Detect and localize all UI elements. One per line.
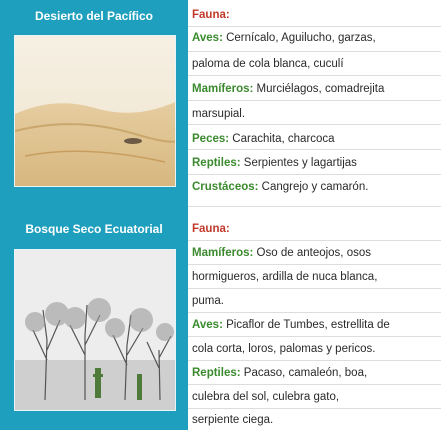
row-divider bbox=[188, 124, 441, 125]
row-divider bbox=[188, 100, 441, 101]
fauna-line: Peces: Carachita, charcoca bbox=[192, 133, 335, 145]
row-divider bbox=[188, 360, 441, 361]
region-title-forest: Bosque Seco Ecuatorial bbox=[25, 222, 163, 236]
fauna-line: Reptiles: Serpientes y lagartijas bbox=[192, 157, 357, 169]
fauna-line: Crustáceos: Cangrejo y camarón. bbox=[192, 181, 369, 193]
forest-photo bbox=[14, 249, 176, 411]
fauna-line: paloma de cola blanca, cuculí bbox=[192, 58, 344, 70]
fauna-heading: Fauna: bbox=[192, 9, 230, 21]
fauna-line: Reptiles: Pacaso, camaleón, boa, bbox=[192, 367, 368, 379]
row-divider bbox=[188, 240, 441, 241]
fauna-line: Aves: Cernícalo, Aguilucho, garzas, bbox=[192, 32, 376, 44]
row-divider bbox=[188, 408, 441, 409]
row-divider bbox=[188, 312, 441, 313]
fauna-line: Aves: Picaflor de Tumbes, estrellita de bbox=[192, 319, 390, 331]
section-divider bbox=[188, 206, 441, 207]
fauna-line: marsupial. bbox=[192, 108, 246, 120]
row-divider bbox=[188, 75, 441, 76]
row-divider bbox=[188, 336, 441, 337]
region-title-desert: Desierto del Pacífico bbox=[34, 9, 154, 23]
row-divider bbox=[188, 51, 441, 52]
fauna-line: hormigueros, ardilla de nuca blanca, bbox=[192, 271, 378, 283]
row-divider bbox=[188, 264, 441, 265]
fauna-line: cola corta, loros, palomas y pericos. bbox=[192, 343, 376, 355]
row-divider bbox=[188, 174, 441, 175]
row-divider bbox=[188, 384, 441, 385]
fauna-line: Mamíferos: Oso de anteojos, osos bbox=[192, 247, 371, 259]
row-divider bbox=[188, 288, 441, 289]
fauna-heading: Fauna: bbox=[192, 223, 230, 235]
fauna-line: puma. bbox=[192, 295, 224, 307]
region-column bbox=[0, 0, 188, 430]
fauna-line: serpiente ciega. bbox=[192, 414, 274, 426]
desert-photo bbox=[14, 35, 176, 187]
fauna-line: culebra del sol, culebra gato, bbox=[192, 391, 340, 403]
fauna-line: Mamíferos: Murciélagos, comadrejita bbox=[192, 83, 385, 95]
row-divider bbox=[188, 26, 441, 27]
row-divider bbox=[188, 149, 441, 150]
